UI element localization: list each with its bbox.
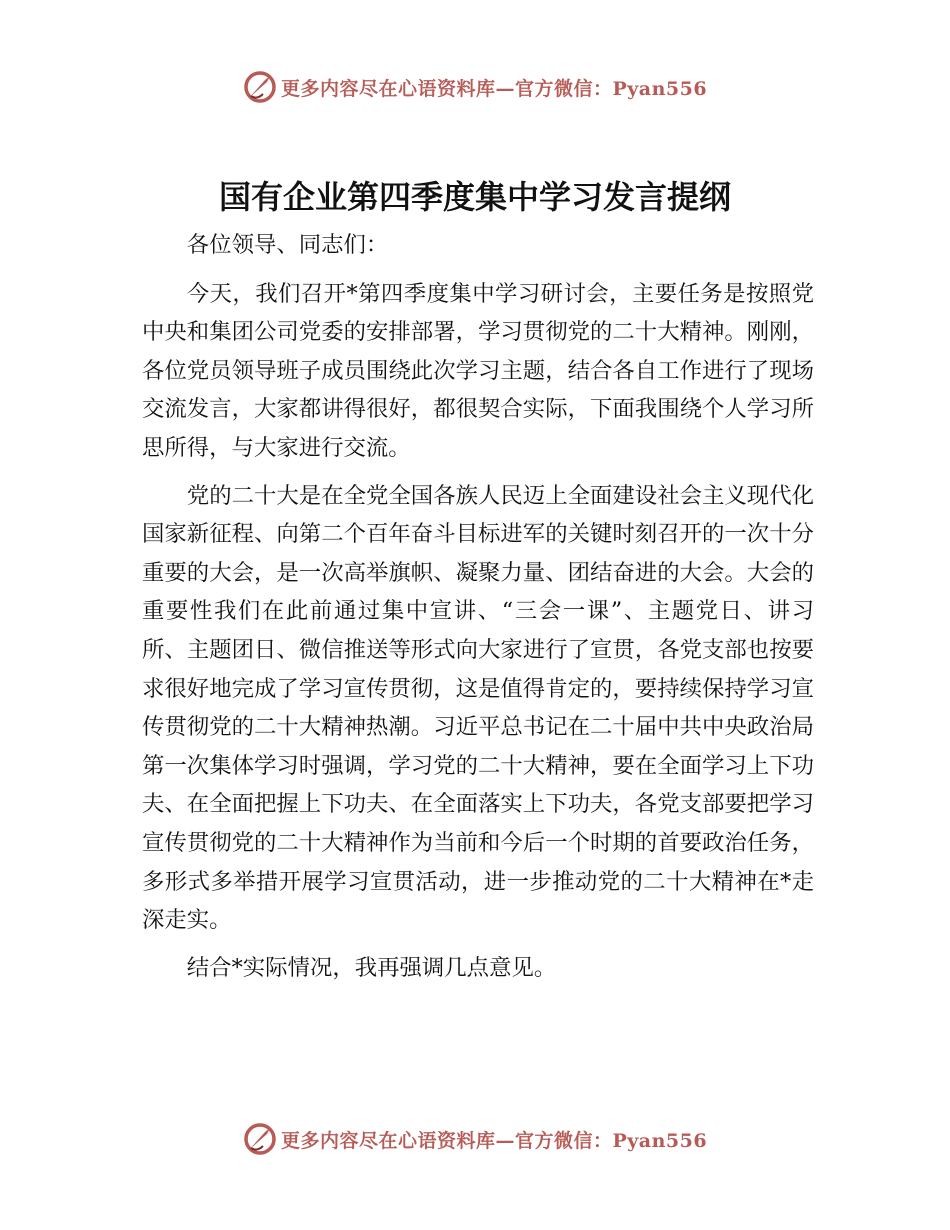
watermark-text: 更多内容尽在心语资料库—官方微信：Pyan556 [280, 77, 708, 100]
paragraph: 结合*实际情况，我再强调几点意见。 [186, 954, 557, 981]
pen-logo-icon [243, 70, 277, 104]
pen-logo-icon [243, 1122, 277, 1156]
document-body [142, 226, 814, 996]
paragraph: 党的二十大是在全党全国各族人民迈上全面建设社会主义现代化国家新征程、向第二个百年奋斗目标进军的关键时刻召开的一次十分重要的大会，是一次高举旗帜、凝聚力量、团结奋进的大会。大会的重要性我们在此前通过集中宣讲、“三会一课”、主题党日、讲习所、主题团日、微信推送等形式向大家进行了宣贯，各党支部也按要求很好地完成了学习宣传贯彻，这是值得肯定的，要持续保持学习宣传贯彻党的二十大精神热潮。习近平总书记在二十届中共中央政治局第一次集体学习时强调，学习党的二十大精神，要在全面学习上下功夫、在全面把握上下功夫、在全面落实上下功夫，各党支部要把学习宣传贯彻党的二十大精神作为当前和今后一个时期的首要政治任务，多形式多举措开展学习宣贯活动，进一步推动党的二十大精神在*走深走实。 [142, 482, 814, 934]
watermark-banner-bottom [0, 1122, 950, 1156]
watermark-banner-top [0, 70, 950, 104]
watermark-text: 更多内容尽在心语资料库—官方微信：Pyan556 [280, 1129, 708, 1152]
salutation: 各位领导、同志们： [186, 232, 389, 258]
document-title: 国有企业第四季度集中学习发言提纲 [218, 178, 731, 216]
paragraph: 今天，我们召开*第四季度集中学习研讨会，主要任务是按照党中央和集团公司党委的安排部署，学习贯彻党的二十大精神。刚刚，各位党员领导班子成员围绕此次学习主题，结合各自工作进行了现场交流发言，大家都讲得很好，都很契合实际，下面我围绕个人学习所思所得，与大家进行交流。 [142, 280, 814, 461]
